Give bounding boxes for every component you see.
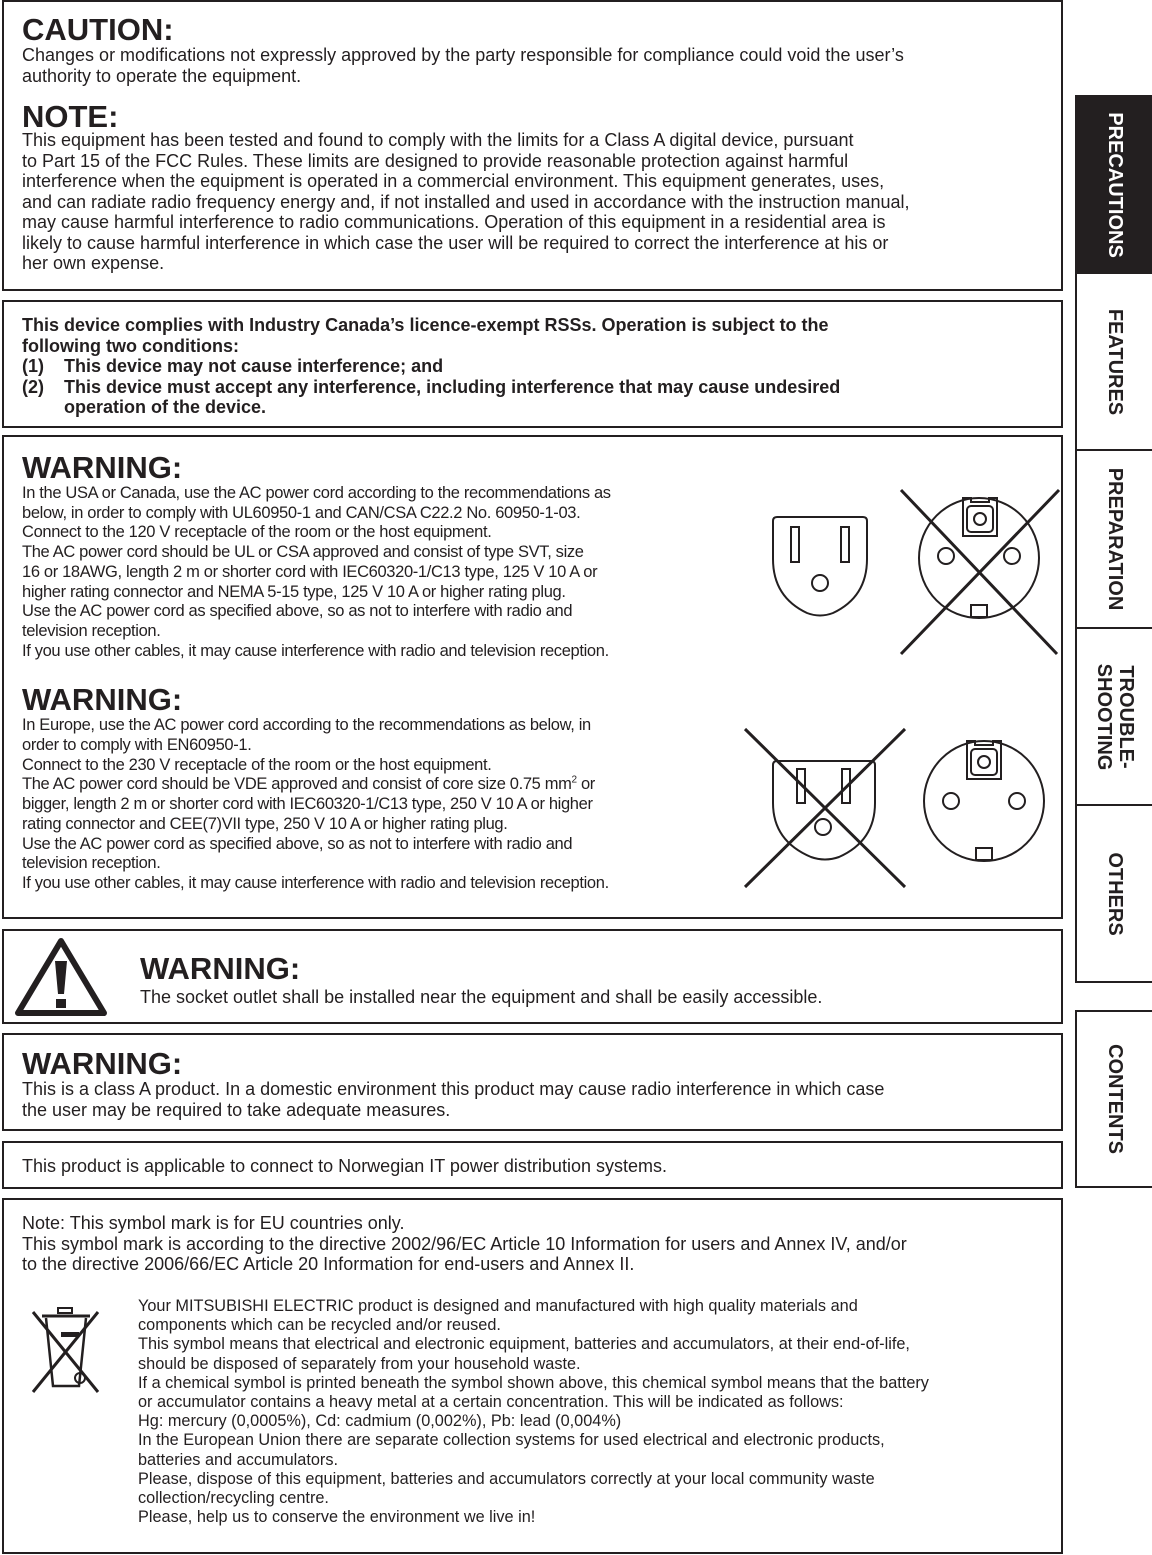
power-cord-warning-box [2, 435, 1063, 919]
weee-body-line: Please, help us to conserve the environment we live in! [138, 1508, 536, 1527]
socket-warning-text: The socket outlet shall be installed near the equipment and shall be easily accessible. [140, 987, 823, 1007]
socket-warning-box [2, 929, 1063, 1024]
warning-usa-line: 16 or 18AWG, length 2 m or shorter cord with IEC60320-1/C13 type, 125 V 10 A or [22, 562, 598, 581]
note-line: to Part 15 of the FCC Rules. These limits are designed to provide reasonable protection against harmful [22, 150, 849, 171]
weee-body [138, 1297, 929, 1527]
tab-label: CONTENTS [1103, 1044, 1126, 1154]
warning-usa-line: In the USA or Canada, use the AC power cord according to the recommendations as [22, 484, 611, 502]
warning-usa-heading: WARNING: [22, 450, 183, 485]
warning-usa-line: television reception. [22, 621, 161, 640]
warning-usa-line: Use the AC power cord as specified above, so as not to interfere with radio and [22, 602, 573, 621]
note-line: This equipment has been tested and found to comply with the limits for a Class A digital device, pursuant [22, 130, 854, 150]
nema-plug-icon [771, 509, 871, 619]
class-a-line: the user may be required to take adequate measures. [22, 1099, 451, 1120]
warning-usa-line: The AC power cord should be UL or CSA approved and consist of type SVT, size [22, 543, 584, 562]
canada-intro-line: This device complies with Industry Canada’s licence-exempt RSSs. Operation is subject to the [22, 315, 829, 335]
warning-europe-line: In Europe, use the AC power cord according to the recommendations as below, in [22, 716, 591, 735]
industry-canada-box [2, 300, 1063, 428]
weee-body-line: Hg: mercury (0,0005%), Cd: cadmium (0,002%), Pb: lead (0,004%) [138, 1412, 622, 1431]
weee-body-line: batteries and accumulators. [138, 1450, 339, 1469]
warning-europe-line: Use the AC power cord as specified above, so as not to interfere with radio and [22, 834, 573, 853]
note-line: likely to cause harmful interference in which case the user will be required to correct the interference at his or [22, 232, 889, 253]
note-line: interference when the equipment is operated in a commercial environment. This equipment generates, uses, [22, 171, 885, 191]
tab-features[interactable] [1077, 274, 1152, 451]
class-a-line: This is a class A product. In a domestic environment this product may cause radio interference in which case [22, 1079, 885, 1099]
weee-intro-line: to the directive 2006/66/EC Article 20 Information for end-users and Annex II. [22, 1254, 635, 1274]
norway-text: This product is applicable to connect to Norwegian IT power distribution systems. [22, 1156, 667, 1176]
class-a-warning-heading: WARNING: [22, 1046, 183, 1081]
nema-plug-crossed-icon [741, 727, 907, 889]
note-line: and can radiate radio frequency energy and, if not installed and used in accordance with the instruction manual, [22, 191, 910, 212]
warning-europe-line: rating connector and CEE(7)VII type, 250 V 10 A or higher rating plug. [22, 814, 508, 833]
tab-precautions[interactable] [1077, 97, 1152, 274]
condition-item [22, 377, 1043, 418]
section-tabs [1075, 95, 1152, 983]
caution-heading: CAUTION: [22, 12, 174, 47]
tab-label: PREPARATION [1103, 467, 1126, 611]
weee-box [2, 1198, 1063, 1554]
core-size-text: The AC power cord should be VDE approved and consist of core size 0.75 mm [22, 775, 572, 794]
caution-text [22, 45, 1043, 86]
warning-usa-line: higher rating connector and NEMA 5-15 type, 125 V 10 A or higher rating plug. [22, 582, 566, 601]
weee-intro-line: Note: This symbol mark is for EU countries only. [22, 1213, 405, 1233]
weee-body-line: collection/recycling centre. [138, 1489, 329, 1508]
tab-troubleshooting[interactable] [1077, 629, 1152, 806]
condition-text: This device must accept any interference, including interference that may cause undesired [64, 376, 841, 397]
class-a-warning-box [2, 1033, 1063, 1131]
schuko-plug-icon [919, 733, 1049, 869]
weee-body-line: This symbol means that electrical and electronic equipment, batteries and accumulators, at their end-of-life, [138, 1335, 910, 1354]
core-size-text-end: or [576, 775, 595, 794]
class-a-warning-text [22, 1079, 1043, 1120]
tab-others[interactable] [1077, 806, 1152, 981]
warning-europe-line: Connect to the 230 V receptacle of the room or the host equipment. [22, 755, 492, 774]
tab-label: FEATURES [1103, 308, 1126, 415]
caution-note-box [2, 0, 1063, 291]
tab-label: TROUBLE- SHOOTING [1092, 663, 1137, 770]
note-line: may cause harmful interference to radio communications. Operation of this equipment in a residential area is [22, 212, 886, 232]
warning-europe-heading: WARNING: [22, 682, 183, 718]
weee-body-line: should be disposed of separately from your household waste. [138, 1354, 581, 1373]
warning-usa-line: Connect to the 120 V receptacle of the room or the host equipment. [22, 523, 492, 542]
contents-tab[interactable] [1075, 1010, 1152, 1188]
warning-usa-line: If you use other cables, it may cause interference with radio and television reception. [22, 641, 609, 660]
weee-intro-line: This symbol mark is according to the directive 2002/96/EC Article 10 Information for users and Annex IV, and/or [22, 1233, 907, 1254]
weee-body-line: If a chemical symbol is printed beneath the symbol shown above, this chemical symbol means that the battery [138, 1373, 929, 1392]
note-line: her own expense. [22, 253, 165, 273]
warning-europe-line: order to comply with EN60950-1. [22, 736, 252, 755]
condition-item [22, 356, 1043, 377]
condition-text: This device may not cause interference; and [64, 356, 444, 376]
warning-europe-line: If you use other cables, it may cause interference with radio and television reception. [22, 873, 609, 892]
condition-text: operation of the device. [64, 397, 267, 417]
warning-triangle-icon [14, 937, 108, 1017]
condition-number: (1) [22, 356, 44, 376]
weee-body-line: or accumulator contains a heavy metal at a certain concentration. This will be indicated as follows: [138, 1393, 844, 1412]
caution-line: authority to operate the equipment. [22, 65, 302, 86]
schuko-plug-crossed-icon [897, 488, 1063, 658]
weee-intro [4, 1200, 1061, 1275]
canada-intro-line: following two conditions: [22, 335, 239, 356]
condition-number: (2) [22, 376, 44, 397]
caution-line: Changes or modifications not expressly approved by the party responsible for compliance could void the user’s [22, 45, 904, 65]
superscript-2: 2 [571, 774, 577, 786]
note-text [22, 130, 1043, 274]
tab-label: PRECAUTIONS [1103, 111, 1126, 258]
warning-europe-line: bigger, length 2 m or shorter cord with IEC60320-1/C13 type, 250 V 10 A or higher [22, 795, 593, 814]
note-heading: NOTE: [22, 99, 119, 134]
tab-label: OTHERS [1103, 851, 1126, 936]
weee-body-line: In the European Union there are separate collection systems for used electrical and electronic products, [138, 1431, 885, 1450]
norway-box [2, 1141, 1063, 1189]
warning-europe-line: television reception. [22, 854, 161, 873]
socket-warning-heading: WARNING: [140, 951, 301, 986]
weee-body-line: components which can be recycled and/or reused. [138, 1316, 501, 1335]
tab-contents[interactable] [1077, 1012, 1152, 1186]
warning-usa-line: below, in order to comply with UL60950-1 and CAN/CSA C22.2 No. 60950-1-03. [22, 503, 581, 522]
weee-body-line: Please, dispose of this equipment, batteries and accumulators correctly at your local community waste [138, 1469, 875, 1488]
warning-usa-text [22, 484, 1043, 661]
weee-body-line: Your MITSUBISHI ELECTRIC product is designed and manufactured with high quality materials and [138, 1297, 858, 1315]
crossed-out-bin-icon [28, 1304, 104, 1400]
tab-preparation[interactable] [1077, 451, 1152, 629]
